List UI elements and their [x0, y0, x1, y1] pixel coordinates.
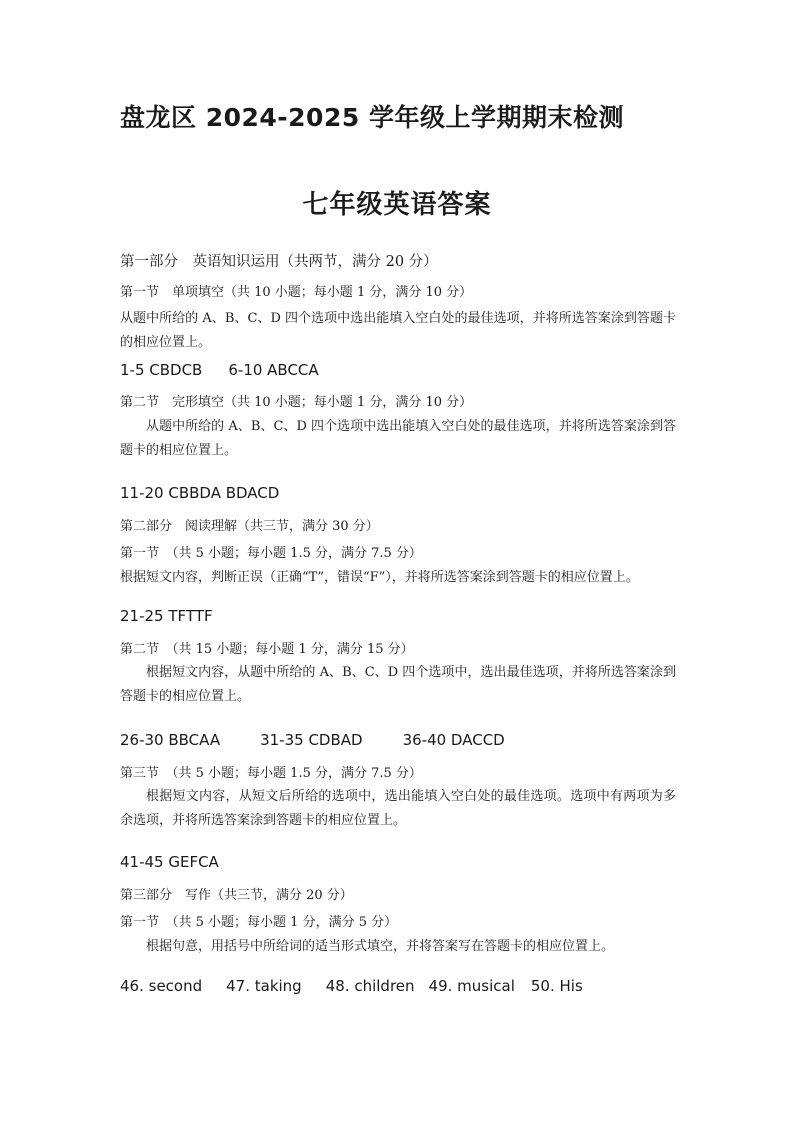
- part2-section1-heading: 第一节 （共 5 小题；每小题 1.5 分，满分 7.5 分）: [120, 546, 422, 561]
- answer-group: 11-20 CBBDA BDACD: [120, 484, 280, 502]
- part1-heading: 第一部分 英语知识运用（共两节，满分 20 分）: [120, 254, 438, 270]
- part1-section1-answers: [120, 361, 319, 379]
- document-title: 盘龙区 2024-2025 学年级上学期期末检测: [120, 103, 624, 132]
- part2-section3-heading: 第三节 （共 5 小题；每小题 1.5 分，满分 7.5 分）: [120, 766, 422, 781]
- part1-section2-instruction: 从题中所给的 A、B、C、D 四个选项中选出能填入空白处的最佳选项，并将所选答案涂到答题卡的相应位置上。: [120, 419, 676, 458]
- answer-item: 49. musical: [428, 977, 515, 995]
- part1-section1-instruction: 从题中所给的 A、B、C、D 四个选项中选出能填入空白处的最佳选项，并将所选答案涂到答题卡的相应位置上。: [120, 311, 676, 350]
- answer-item: 48. children: [325, 977, 415, 995]
- part2-heading: 第二部分 阅读理解（共三节，满分 30 分）: [120, 519, 379, 534]
- part3-heading: 第三部分 写作（共三节，满分 20 分）: [120, 888, 353, 903]
- answer-item: 47. taking: [226, 977, 302, 995]
- answer-group: 21-25 TFTTF: [120, 607, 213, 625]
- answer-group: 6-10 ABCCA: [228, 361, 319, 379]
- part2-section2-instruction: 根据短文内容，从题中所给的 A、B、C、D 四个选项中，选出最佳选项，并将所选答案涂到答题卡的相应位置上。: [120, 665, 676, 704]
- part3-section1-answers: [120, 977, 583, 995]
- answer-group: 36-40 DACCD: [402, 731, 505, 749]
- part3-section1-heading: 第一节 （共 5 小题；每小题 1 分，满分 5 分）: [120, 915, 398, 930]
- part2-section1-instruction: 根据短文内容，判断正误（正确“T”，错误“F”），并将所选答案涂到答题卡的相应位置上。: [120, 570, 639, 585]
- part2-section1-answers: [120, 607, 213, 625]
- answer-group: 41-45 GEFCA: [120, 853, 219, 871]
- part2-section2-heading: 第二节 （共 15 小题；每小题 1 分，满分 15 分）: [120, 642, 414, 657]
- answer-group: 1-5 CBDCB: [120, 361, 203, 379]
- part1-section1-heading: 第一节 单项填空（共 10 小题；每小题 1 分，满分 10 分）: [120, 285, 473, 300]
- part1-section2-heading: 第二节 完形填空（共 10 小题；每小题 1 分，满分 10 分）: [120, 395, 473, 410]
- answer-item: 50. His: [530, 977, 583, 995]
- part2-section3-answers: [120, 853, 219, 871]
- part2-section2-answers: [120, 731, 505, 749]
- answer-group: 31-35 CDBAD: [260, 731, 363, 749]
- part1-section2-answers: [120, 484, 279, 502]
- answer-group: 26-30 BBCAA: [120, 731, 221, 749]
- part2-section3-instruction: 根据短文内容，从短文后所给的选项中，选出能填入空白处的最佳选项。选项中有两项为多余选项，并将所选答案涂到答题卡的相应位置上。: [120, 789, 676, 828]
- document-subtitle: 七年级英语答案: [302, 190, 492, 220]
- part3-section1-instruction: 根据句意，用括号中所给词的适当形式填空，并将答案写在答题卡的相应位置上。: [146, 939, 615, 954]
- answer-item: 46. second: [120, 977, 203, 995]
